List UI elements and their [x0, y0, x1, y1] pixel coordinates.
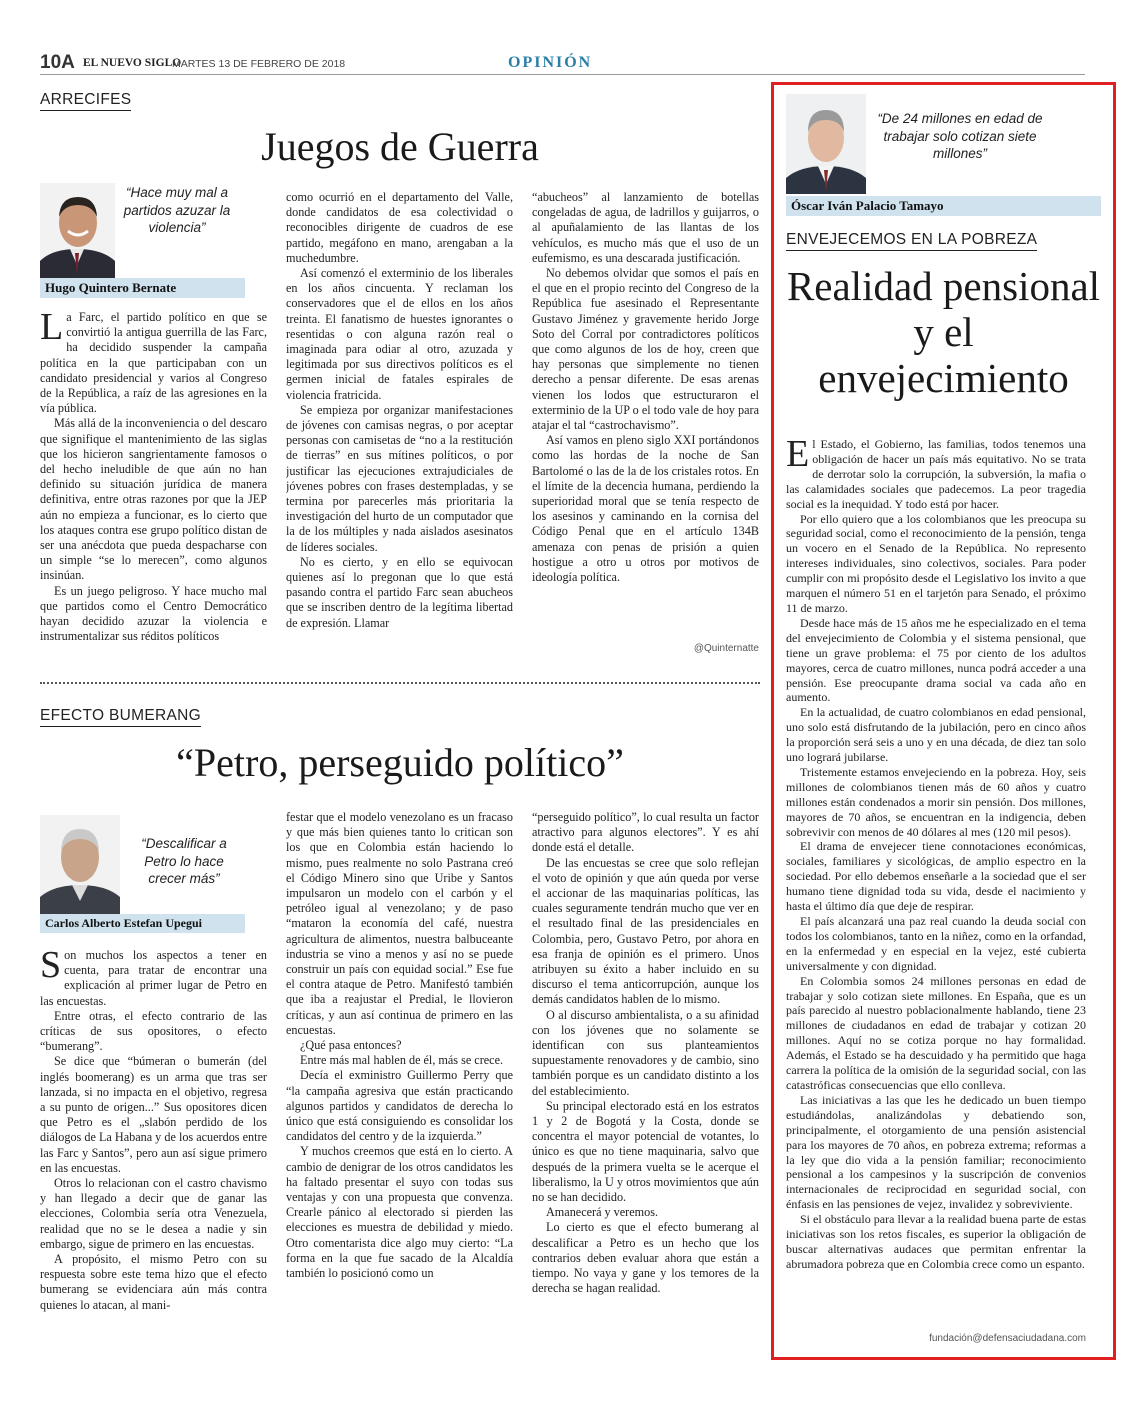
article1-column-2	[286, 190, 513, 665]
article1-quote: “Hace muy mal a partidos azuzar la violencia”	[123, 185, 231, 236]
paragraph: l Estado, el Gobierno, las familias, todos tenemos una obligación de hacer un país más equitativo. No se trata de derrotar solo la corrupción, la subversión, la mafia o las calamidades sociales que padecemos. La peor tragedia social es la inequidad. Y todo está por hacer.	[786, 437, 1086, 511]
paragraph: Se dice que “búmeran o bumerán (del inglés boomerang) es un arma que tras ser lanzada, si no impacta en el objetivo, regresa a su punto de origen...” Sus opositores dicen que Petro es el „slabón perdido de los diálogos de La Habana y de los acuerdos entre las Farc y Santos”, pero aun así sigue primero en las encuestas.	[40, 1054, 267, 1175]
paragraph: festar que el modelo venezolano es un fracaso y que más bien quienes tanto lo critican son los que en Colombia están haciendo lo mismo, pues realmente no solo Pastrana creó el Código Minero sino que Uribe y Santos impulsaron un modelo con el carbón y el petróleo igual al venezolano; y de paso “mataron la economía del café, nuestra agricultura de alimentos, nuestra balbuceante industria se vino a menos y así no se puede construir un país con equidad social.” Ese fue el contra ataque de Petro. Manifestó también que iba a reajustar el Predial, le llovieron críticas, y aun así continua de primero en las encuestas.	[286, 810, 513, 1037]
paragraph: En Colombia somos 24 millones personas en edad de trabajar y solo cotizan siete millones. En España, que es un país parecido al nuestro poblacionalmente hablando, tiene 23 millones de ciudadanos en edad de trabajar y cotizan 20 millones. Aquí no se cotiza porque no hay formalidad. Además, el Estado se ha descuidado y ha permitido que haga carrera la política de la omisión de la seguridad social, con las catastróficas consecuencias que ello conlleva.	[786, 973, 1086, 1092]
paragraph: “perseguido político”, lo cual resulta un factor atractivo para algunos electores”. Y es ahí donde está el detalle.	[532, 810, 759, 855]
paragraph: Amanecerá y veremos.	[546, 1205, 659, 1220]
article1-column-1	[40, 310, 267, 665]
dropcap: L	[40, 310, 64, 348]
paragraph: Entre otras, el efecto contrario de las críticas de sus opositores, o efecto “bumerang”.	[40, 1008, 267, 1054]
paragraph: Decía el exministro Guillermo Perry que “la campaña agresiva que están practicando algunos partidos y candidatos de derecha lo único que está consiguiendo es consolidar los candidatos del centro y de la izquierda.”	[286, 1068, 513, 1144]
paragraph: Más allá de la inconveniencia o del descaro que signifique el mantenimiento de las siglas que los hicieron sangrientamente famosos o del hecho ineludible de que aún no han definido su situación jurídica de manera definitiva, entre otras razones por que la JEP aún no empieza a funcionar, es lo cierto que los ataques contra ese grupo político distan de ser una anécdota que pueda despacharse con un simple “se lo merecen”, como algunos insinúan.	[40, 416, 267, 583]
section-title: OPINIÓN	[508, 54, 593, 71]
article3-quote: “De 24 millones en edad de trabajar solo cotizan siete millones”	[877, 111, 1043, 162]
page-number: 10A	[40, 52, 75, 73]
article1-headline: Juegos de Guerra	[261, 124, 539, 169]
paragraph: Tristemente estamos envejeciendo en la pobreza. Hoy, seis millones de colombianos tienen más de 60 años y cuatro millones están condenados a morir sin pensión. Dos millones, mayores de 70 años, se encuentran en la indigencia, deben sobrevivir con menos de 40 dólares al mes (120 mil pesos).	[786, 764, 1086, 839]
issue-date: MARTES 13 DE FEBRERO DE 2018	[172, 58, 346, 70]
paragraph: No debemos olvidar que somos el país en el que en el propio recinto del Congreso de la República fue asesinado el Representante Gustavo Jiménez y gravemente herido Jorge Soto del Corral por contradictores políticos que como algunos de los de hoy, creen que hay personas que simplemente no tienen derecho a pensar diferente. De esas arenas vienen los lodos que estructuraron el exterminio de la UP o el todo vale de hoy para atajar el tal “castrochavismo”.	[532, 266, 759, 433]
article3-headline: Realidad pensional y el envejecimiento	[786, 263, 1101, 401]
paragraph: A propósito, el mismo Petro con su respuesta sobre este tema hizo que el efecto bumerang se evidenciara aún más contra quienes lo atacan, al mani-	[40, 1252, 267, 1312]
article1-kicker: ARRECIFES	[40, 91, 131, 111]
article2-quote: “Descalificar a Petro lo hace crecer más”	[141, 836, 227, 887]
article3-author: Óscar Iván Palacio Tamayo	[786, 196, 1101, 216]
article2-author: Carlos Alberto Estefan Upegui	[40, 914, 245, 933]
paragraph: El drama de envejecer tiene connotaciones económicas, sociales, familiares y sicológicas, de amplio espectro en la sociedad. Por ello debemos enseñarle a la sociedad que el ser humano tiene dignidad toda su vida, desde el nacimiento y hasta el último día que deje de respirar.	[786, 839, 1086, 914]
author-photo-hugo	[40, 183, 115, 279]
dropcap: S	[40, 948, 62, 986]
author-photo-carlos	[40, 815, 120, 915]
paragraph: “abucheos” al lanzamiento de botellas congeladas de agua, de ladrillos y guijarros, o al apuñalamiento de las llantas de los vehículos, es mucho más que el uso de un eufemismo, es una descarada justificación.	[532, 190, 759, 265]
paragraph: O al discurso ambientalista, o a su afinidad con los jóvenes que no solamente se identifican con sus planteamientos supuestamente renovadores y de cambio, sino también porque es un candidato distinto a los del establecimiento.	[532, 1007, 759, 1098]
article2-column-1	[40, 948, 267, 1346]
article1-column-3	[532, 190, 759, 645]
paragraph: ¿Qué pasa entonces?	[300, 1038, 402, 1053]
paragraph: a Farc, el partido político en que se convirtió la antigua guerrilla de las Farc, ha decidido suspender la campaña política en la que participaban con un candidato presidencial y varios al Congreso de la República, a raíz de las agresiones en la vía pública.	[40, 310, 267, 416]
paragraph: De las encuestas se cree que solo reflejan el voto de opinión y que aún queda por verse el accionar de las maquinarias políticas, las cuales seguramente tendrán mucho que ver en el resultado final de las presidenciales en Colombia, pero, Gustavo Petro, por ahora en esa franja de opinión es el primero. Unos atribuyen su éxito a haber incluido en su discurso el tema anticorrupción, aunque los demás candidatos hablen de lo mismo.	[532, 855, 759, 1007]
article2-column-2	[286, 810, 513, 1346]
article2-kicker: EFECTO BUMERANG	[40, 707, 201, 727]
article3-kicker: ENVEJECEMOS EN LA POBREZA	[786, 231, 1037, 251]
paragraph: El país alcanzará una paz real cuando la deuda social con todos los colombianos, tanto en la niñez, como en la orfandad, en la enfermedad y en especial en la vejez, esté cubierta universalmente y con dignidad.	[786, 914, 1086, 973]
paragraph: Así comenzó el exterminio de los liberales en los años cincuenta. Y reclaman los conservadores que el de ellos en los años treinta. El fanatismo de huestes ignorantes o resentidas o con alguna razón real o imaginada para odiar al otro, azuzada y legitimada por sus directivos políticos es el germen inicial de fatales espirales de violencia fratricida.	[286, 266, 513, 402]
newspaper-name: EL NUEVO SIGLO	[83, 57, 182, 69]
paragraph: Si el obstáculo para llevar a la realidad buena parte de estas iniciativas son los retos fiscales, es superior la obligación de buscar alternativas audaces que permitan enfrentar la abrumadora pobreza que en Colombia crece como un espanto.	[786, 1212, 1086, 1271]
article2-column-3	[532, 810, 759, 1346]
article3-signature: fundación@defensaciudadana.com	[929, 1333, 1086, 1344]
paragraph: Las iniciativas a las que les he dedicado un buen tiempo estudiándolas, analizándolas y debatiendo son, principalmente, el otorgamiento de una pensión asistencial para los mayores de 70 años, en pobreza extrema; reformas a la ley que dio vida a la pensión familiar; reconocimiento pensional a los campesinos y la suscripción de convenios internacionales de reciprocidad en seguridad social, con énfasis en las pensiones de vejez, invalidez y sobreviviente.	[786, 1092, 1086, 1212]
paragraph: Desde hace más de 15 años me he especializado en el tema del envejecimiento de Colombia y el sistema pensional, que tiene un grave problema: el 75 por ciento de los adultos mayores, cerca de cuatro millones, nunca podrá acceder a una pensión. Ese preocupante drama social va cada año en aumento.	[786, 615, 1086, 705]
paragraph: En la actualidad, de cuatro colombianos en edad pensional, uno solo está disfrutando de la jubilación, pero en cinco años la proporción será seis a uno y en una década, de diez tan solo uno logrará jubilarse.	[786, 705, 1086, 765]
article1-author: Hugo Quintero Bernate	[40, 278, 245, 298]
paragraph: Y muchos creemos que está en lo cierto. A cambio de denigrar de los otros candidatos les ha faltado presentar el suyo con todas sus ventajas y con una propuesta que convenza. Crearle pánico al electorado si pierden las elecciones es muestra de debilidad y miedo. Otro comentarista dice algo muy cierto: “La forma en la que fue sacado de la Alcaldía también lo posicionó como un	[286, 1144, 513, 1281]
dropcap: E	[786, 437, 810, 475]
article3-body	[786, 437, 1086, 1332]
article2-headline: “Petro, perseguido político”	[176, 740, 624, 785]
paragraph: Entre más mal hablen de él, más se crece.	[300, 1053, 504, 1068]
paragraph: Su principal electorado está en los estratos 1 y 2 de Bogotá y la Costa, donde se concentra el mayor potencial de votantes, lo único es que no tiene maquinaria, salvo que después de la primera vuelta se le acerque el liberalismo, la U y otros movimientos que aún no se han decidido.	[532, 1098, 759, 1205]
paragraph: Por ello quiero que a los colombianos que les preocupa su seguridad social, como el reconocimiento de la pensión, tenga un vocero en el Senado de la República. No represento intereses individuales, sino colectivos, sociales. Para poder cumplir con mi propósito desde el Legislativo los invito a que marquen el número 51 en el tarjetón para Senado, el próximo 11 de marzo.	[786, 511, 1086, 615]
paragraph: como ocurrió en el departamento del Valle, donde candidatos de esa colectividad o reconocibles dirigente de cuadros de ese partido, megáfono en mano, arengaban a la muchedumbre.	[286, 190, 513, 265]
paragraph: on muchos los aspectos a tener en cuenta, para tratar de encontrar una explicación al primer lugar de Petro en las encuestas.	[40, 948, 267, 1008]
paragraph: No es cierto, y en ello se equivocan quienes así lo pregonan que lo que está pasando contra el partido Farc sean abucheos que se inscriben dentro de la legítima libertad de expresión. Llamar	[286, 554, 513, 630]
paragraph: Así vamos en pleno siglo XXI portándonos como las hordas de la noche de San Bartolomé o las de la de los cristales rotos. En el límite de la decencia humana, perdiendo la superioridad moral que se tenía respecto de los asesinos y caminando en la cornisa del Código Penal que en el artículo 134B amenaza con penas de prisión a quien hostigue a otro u otros por motivos de ideología política.	[532, 433, 759, 585]
paragraph: Se empieza por organizar manifestaciones de jóvenes con camisas negras, o por aceptar personas con camisetas de “no a la restitución de tierras” en sus mítines políticos, o por justificar las ejecuciones extrajudiciales de jóvenes pobres con frases destempladas, y se termina por parecerles más prioritaria la investigación del hurto de un computador que la de los múltiples y nada aislados asesinatos de líderes sociales.	[286, 402, 513, 554]
author-photo-oscar	[786, 94, 866, 194]
section-divider	[40, 682, 760, 684]
paragraph: Es un juego peligroso. Y hace mucho mal que partidos como el Centro Democrático hayan decidido azuzar la violencia e instrumentalizar sus réditos políticos	[40, 583, 267, 644]
article1-signature: @Quinternatte	[693, 643, 759, 654]
paragraph: Lo cierto es que el efecto bumerang al descalificar a Petro es un hecho que los contrarios deben evaluar ahora que están a tiempo. No vaya y gane y los temores de la derecha se hagan realidad.	[532, 1220, 759, 1296]
paragraph: Otros lo relacionan con el castro chavismo y han llegado a decir que de ganar las elecciones, Colombia sería otra Venezuela, realidad que no se le desea a nadie y sin embargo, sigue de primero en las encuestas.	[40, 1176, 267, 1251]
header-rule	[40, 74, 1085, 75]
